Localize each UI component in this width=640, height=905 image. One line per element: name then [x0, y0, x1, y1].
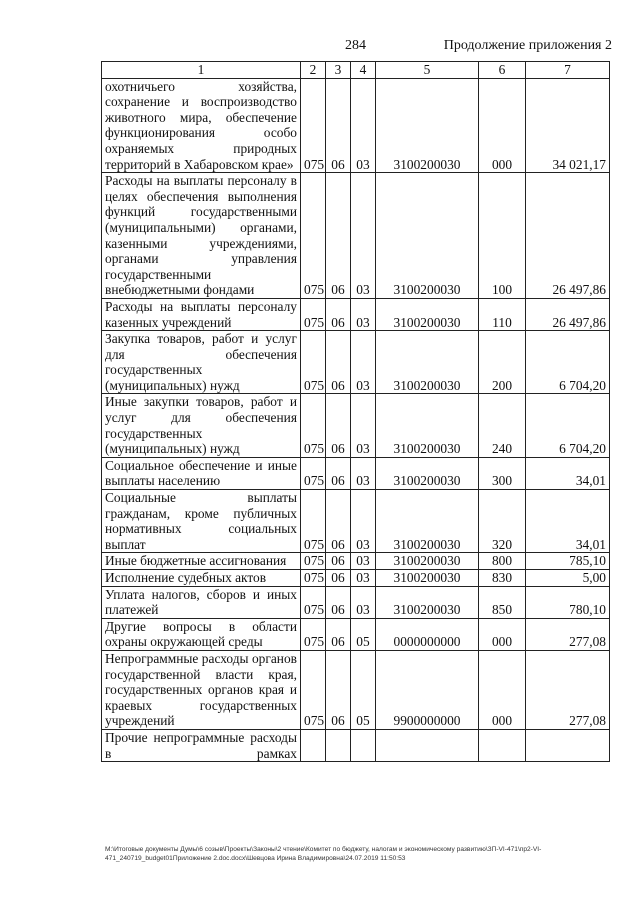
- expense-name: Социальные выплаты гражданам, кроме публичных нормативных социальных выплат: [102, 490, 301, 553]
- code-expense-type: 200: [479, 331, 526, 394]
- code-expense-type: 850: [479, 586, 526, 618]
- table-row: [102, 618, 610, 650]
- code-expense-type: 000: [479, 78, 526, 173]
- code-expense-type: 000: [479, 650, 526, 729]
- expense-name: Исполнение судебных актов: [102, 570, 301, 587]
- code-expense-type: 110: [479, 298, 526, 330]
- table-row: [102, 457, 610, 489]
- code-section: 06: [326, 586, 351, 618]
- code-section: 06: [326, 618, 351, 650]
- file-path-footer: M:\Итоговые документы Думы\6 созыв\Проекты\Законы\2 чтение\Комитет по бюджету, налогам и экономическому развитию\ЗП-VI-471\пр2-VI-471_240719_budget01Приложение 2.doc.docx\Шевцова Ирина Владимировна\24.07.2019 11:50:53: [105, 846, 542, 862]
- code-target-item: 3100200030: [376, 394, 479, 457]
- page-number: 284: [345, 38, 366, 53]
- expense-name: Расходы на выплаты персоналу казенных учреждений: [102, 298, 301, 330]
- code-ministry: 075: [301, 173, 326, 299]
- code-ministry: 075: [301, 298, 326, 330]
- code-section: 06: [326, 394, 351, 457]
- code-ministry: [301, 729, 326, 761]
- code-section: 06: [326, 457, 351, 489]
- code-section: 06: [326, 298, 351, 330]
- code-target-item: 3100200030: [376, 570, 479, 587]
- code-ministry: 075: [301, 331, 326, 394]
- code-expense-type: 000: [479, 618, 526, 650]
- code-subsection: 03: [351, 394, 376, 457]
- code-subsection: [351, 729, 376, 761]
- table-row: [102, 331, 610, 394]
- code-subsection: 03: [351, 586, 376, 618]
- table-row: [102, 394, 610, 457]
- code-ministry: 075: [301, 490, 326, 553]
- table-row: [102, 173, 610, 299]
- amount: 6 704,20: [526, 394, 610, 457]
- code-section: [326, 729, 351, 761]
- code-expense-type: 100: [479, 173, 526, 299]
- budget-table: [101, 61, 610, 762]
- code-target-item: 3100200030: [376, 78, 479, 173]
- code-expense-type: 300: [479, 457, 526, 489]
- amount: 6 704,20: [526, 331, 610, 394]
- code-ministry: 075: [301, 650, 326, 729]
- expense-name: Непрограммные расходы органов государственной власти края, государственных органов края и краевых государственных учреждений: [102, 650, 301, 729]
- amount: 34 021,17: [526, 78, 610, 173]
- code-expense-type: 800: [479, 553, 526, 570]
- column-header: 2: [301, 62, 326, 79]
- amount: 26 497,86: [526, 173, 610, 299]
- expense-name: Закупка товаров, работ и услуг для обеспечения государственных (муниципальных) нужд: [102, 331, 301, 394]
- table-row: [102, 298, 610, 330]
- code-ministry: 075: [301, 570, 326, 587]
- code-ministry: 075: [301, 78, 326, 173]
- code-target-item: 0000000000: [376, 618, 479, 650]
- code-subsection: 03: [351, 570, 376, 587]
- table-row: [102, 650, 610, 729]
- expense-name: Расходы на выплаты персоналу в целях обеспечения выполнения функций государственными (муниципальными) органами, казенными учреждениями, органами управления государственными внебюджетными фондами: [102, 173, 301, 299]
- expense-name: Иные закупки товаров, работ и услуг для обеспечения государственных (муниципальных) нужд: [102, 394, 301, 457]
- code-target-item: 3100200030: [376, 173, 479, 299]
- code-subsection: 03: [351, 553, 376, 570]
- code-expense-type: 320: [479, 490, 526, 553]
- code-subsection: 03: [351, 457, 376, 489]
- table-row: [102, 553, 610, 570]
- code-subsection: 05: [351, 618, 376, 650]
- code-ministry: 075: [301, 394, 326, 457]
- code-target-item: 3100200030: [376, 457, 479, 489]
- table-row: [102, 490, 610, 553]
- code-subsection: 03: [351, 78, 376, 173]
- code-ministry: 075: [301, 618, 326, 650]
- column-header: 5: [376, 62, 479, 79]
- amount: 785,10: [526, 553, 610, 570]
- table-row: [102, 570, 610, 587]
- amount: 5,00: [526, 570, 610, 587]
- expense-name: охотничьего хозяйства, сохранение и воспроизводство животного мира, обеспечение функционирования особо охраняемых природных территорий в Хабаровском крае»: [102, 78, 301, 173]
- column-header: 3: [326, 62, 351, 79]
- code-expense-type: 830: [479, 570, 526, 587]
- amount: 780,10: [526, 586, 610, 618]
- code-subsection: 03: [351, 331, 376, 394]
- code-subsection: 03: [351, 173, 376, 299]
- code-section: 06: [326, 553, 351, 570]
- table-row: [102, 78, 610, 173]
- column-header: 7: [526, 62, 610, 79]
- expense-name: Иные бюджетные ассигнования: [102, 553, 301, 570]
- expense-name: Прочие непрограммные расходы в рамках: [102, 729, 301, 761]
- code-ministry: 075: [301, 553, 326, 570]
- code-section: 06: [326, 173, 351, 299]
- code-section: 06: [326, 331, 351, 394]
- continuation-label: Продолжение приложения 2: [443, 38, 612, 53]
- code-section: 06: [326, 78, 351, 173]
- code-ministry: 075: [301, 586, 326, 618]
- code-section: 06: [326, 490, 351, 553]
- amount: 34,01: [526, 490, 610, 553]
- code-expense-type: 240: [479, 394, 526, 457]
- code-target-item: 3100200030: [376, 490, 479, 553]
- column-header: 4: [351, 62, 376, 79]
- column-header: 1: [102, 62, 301, 79]
- code-target-item: 3100200030: [376, 586, 479, 618]
- code-target-item: 3100200030: [376, 331, 479, 394]
- table-header-row: [102, 62, 610, 79]
- code-ministry: 075: [301, 457, 326, 489]
- code-target-item: 3100200030: [376, 553, 479, 570]
- code-subsection: 03: [351, 490, 376, 553]
- amount: 277,08: [526, 650, 610, 729]
- code-section: 06: [326, 650, 351, 729]
- amount: 277,08: [526, 618, 610, 650]
- code-target-item: 9900000000: [376, 650, 479, 729]
- code-target-item: 3100200030: [376, 298, 479, 330]
- column-header: 6: [479, 62, 526, 79]
- amount: 26 497,86: [526, 298, 610, 330]
- amount: [526, 729, 610, 761]
- expense-name: Другие вопросы в области охраны окружающей среды: [102, 618, 301, 650]
- expense-name: Уплата налогов, сборов и иных платежей: [102, 586, 301, 618]
- amount: 34,01: [526, 457, 610, 489]
- code-section: 06: [326, 570, 351, 587]
- code-subsection: 05: [351, 650, 376, 729]
- expense-name: Социальное обеспечение и иные выплаты населению: [102, 457, 301, 489]
- table-row: [102, 586, 610, 618]
- code-subsection: 03: [351, 298, 376, 330]
- code-target-item: [376, 729, 479, 761]
- code-expense-type: [479, 729, 526, 761]
- table-row: [102, 729, 610, 761]
